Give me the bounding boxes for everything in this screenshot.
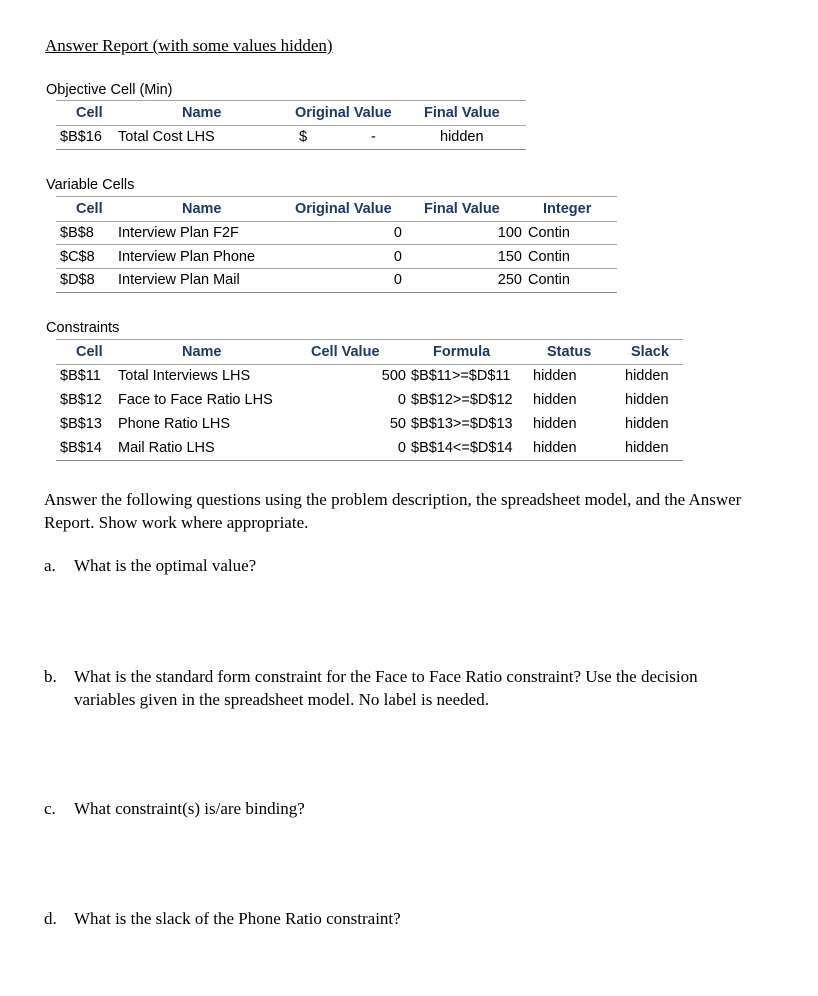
- constraints-bottom-rule: [56, 460, 683, 461]
- objective-header-top-rule: [56, 100, 526, 101]
- objective-header-name: Name: [182, 105, 222, 121]
- constraints-header-cell: Cell: [76, 344, 103, 360]
- question-label: b.: [44, 667, 57, 686]
- variables-bottom-rule: [56, 292, 617, 293]
- constraints-row-value: 0: [397, 392, 406, 408]
- variables-row-rule: [56, 244, 617, 245]
- objective-section-title: Objective Cell (Min): [46, 82, 173, 98]
- variables-row-original: 0: [393, 272, 402, 288]
- variables-section-title: Variable Cells: [46, 177, 135, 193]
- constraints-row-value: 50: [389, 416, 406, 432]
- constraints-row-cell: $B$12: [60, 392, 102, 408]
- variables-header-name: Name: [182, 201, 222, 217]
- variables-row-cell: $C$8: [60, 249, 95, 265]
- variables-header-final: Final Value: [424, 201, 500, 217]
- constraints-row-value: 0: [397, 440, 406, 456]
- constraints-section-title: Constraints: [46, 320, 120, 336]
- variables-header-cell: Cell: [76, 201, 103, 217]
- question-label: a.: [44, 556, 56, 575]
- variables-row-name: Interview Plan Mail: [118, 272, 240, 288]
- constraints-row-value: 500: [381, 368, 406, 384]
- question-text: What constraint(s) is/are binding?: [74, 799, 305, 818]
- variables-row-cell: $D$8: [60, 272, 95, 288]
- objective-header-final: Final Value: [424, 105, 500, 121]
- constraints-row-status: hidden: [533, 440, 577, 456]
- variables-row-final: 250: [497, 272, 522, 288]
- constraints-row-formula: $B$13>=$D$13: [411, 416, 513, 432]
- variables-row-name: Interview Plan F2F: [118, 225, 239, 241]
- constraints-header-formula: Formula: [433, 344, 491, 360]
- constraints-row-formula: $B$12>=$D$12: [411, 392, 513, 408]
- constraints-header-slack: Slack: [631, 344, 669, 360]
- objective-bottom-rule: [56, 149, 526, 150]
- constraints-row-status: hidden: [533, 392, 577, 408]
- objective-header-original: Original Value: [295, 105, 392, 121]
- objective-row-name: Total Cost LHS: [118, 129, 215, 145]
- constraints-row-status: hidden: [533, 368, 577, 384]
- constraints-row-name: Mail Ratio LHS: [118, 440, 215, 456]
- instructions-text: Answer the following questions using the problem description, the spreadsheet model, and the Answer Report. Show work where appropriate.: [44, 490, 742, 532]
- variables-row-cell: $B$8: [60, 225, 94, 241]
- question-text: What is the optimal value?: [74, 556, 257, 575]
- constraints-row-status: hidden: [533, 416, 577, 432]
- constraints-header-value: Cell Value: [311, 344, 380, 360]
- variables-header-integer: Integer: [543, 201, 592, 217]
- objective-header-bottom-rule: [56, 125, 526, 126]
- report-title: Answer Report (with some values hidden): [45, 36, 333, 55]
- variables-row-name: Interview Plan Phone: [118, 249, 256, 265]
- constraints-row-cell: $B$14: [60, 440, 102, 456]
- variables-row-original: 0: [393, 249, 402, 265]
- constraints-header-bottom-rule: [56, 364, 683, 365]
- variables-header-original: Original Value: [295, 201, 392, 217]
- variables-row-original: 0: [393, 225, 402, 241]
- constraints-header-name: Name: [182, 344, 222, 360]
- objective-row-original-symbol: $: [299, 129, 308, 145]
- variables-row-integer: Contin: [528, 272, 570, 288]
- variables-row-final: 100: [497, 225, 522, 241]
- constraints-row-slack: hidden: [625, 416, 669, 432]
- constraints-header-top-rule: [56, 339, 683, 340]
- question-label: d.: [44, 909, 57, 928]
- variables-row-final: 150: [497, 249, 522, 265]
- constraints-header-status: Status: [547, 344, 592, 360]
- constraints-row-slack: hidden: [625, 368, 669, 384]
- constraints-row-name: Face to Face Ratio LHS: [118, 392, 273, 408]
- constraints-row-name: Phone Ratio LHS: [118, 416, 231, 432]
- question-label: c.: [44, 799, 56, 818]
- variables-header-top-rule: [56, 196, 617, 197]
- constraints-row-cell: $B$11: [60, 368, 101, 384]
- constraints-row-name: Total Interviews LHS: [118, 368, 251, 384]
- constraints-row-formula: $B$14<=$D$14: [411, 440, 513, 456]
- objective-row-original-dash: -: [371, 129, 376, 145]
- variables-row-integer: Contin: [528, 249, 570, 265]
- question-text: What is the slack of the Phone Ratio constraint?: [74, 909, 401, 928]
- question-text: What is the standard form constraint for the Face to Face Ratio constraint? Use the decision variables given in the spreadsheet model. No label is needed.: [74, 667, 698, 709]
- objective-header-cell: Cell: [76, 105, 103, 121]
- constraints-row-formula: $B$11>=$D$11: [411, 368, 511, 384]
- constraints-row-slack: hidden: [625, 440, 669, 456]
- objective-row-cell: $B$16: [60, 129, 102, 145]
- variables-header-bottom-rule: [56, 221, 617, 222]
- variables-row-integer: Contin: [528, 225, 570, 241]
- constraints-row-cell: $B$13: [60, 416, 102, 432]
- variables-row-rule: [56, 268, 617, 269]
- constraints-row-slack: hidden: [625, 392, 669, 408]
- objective-row-final: hidden: [440, 129, 484, 145]
